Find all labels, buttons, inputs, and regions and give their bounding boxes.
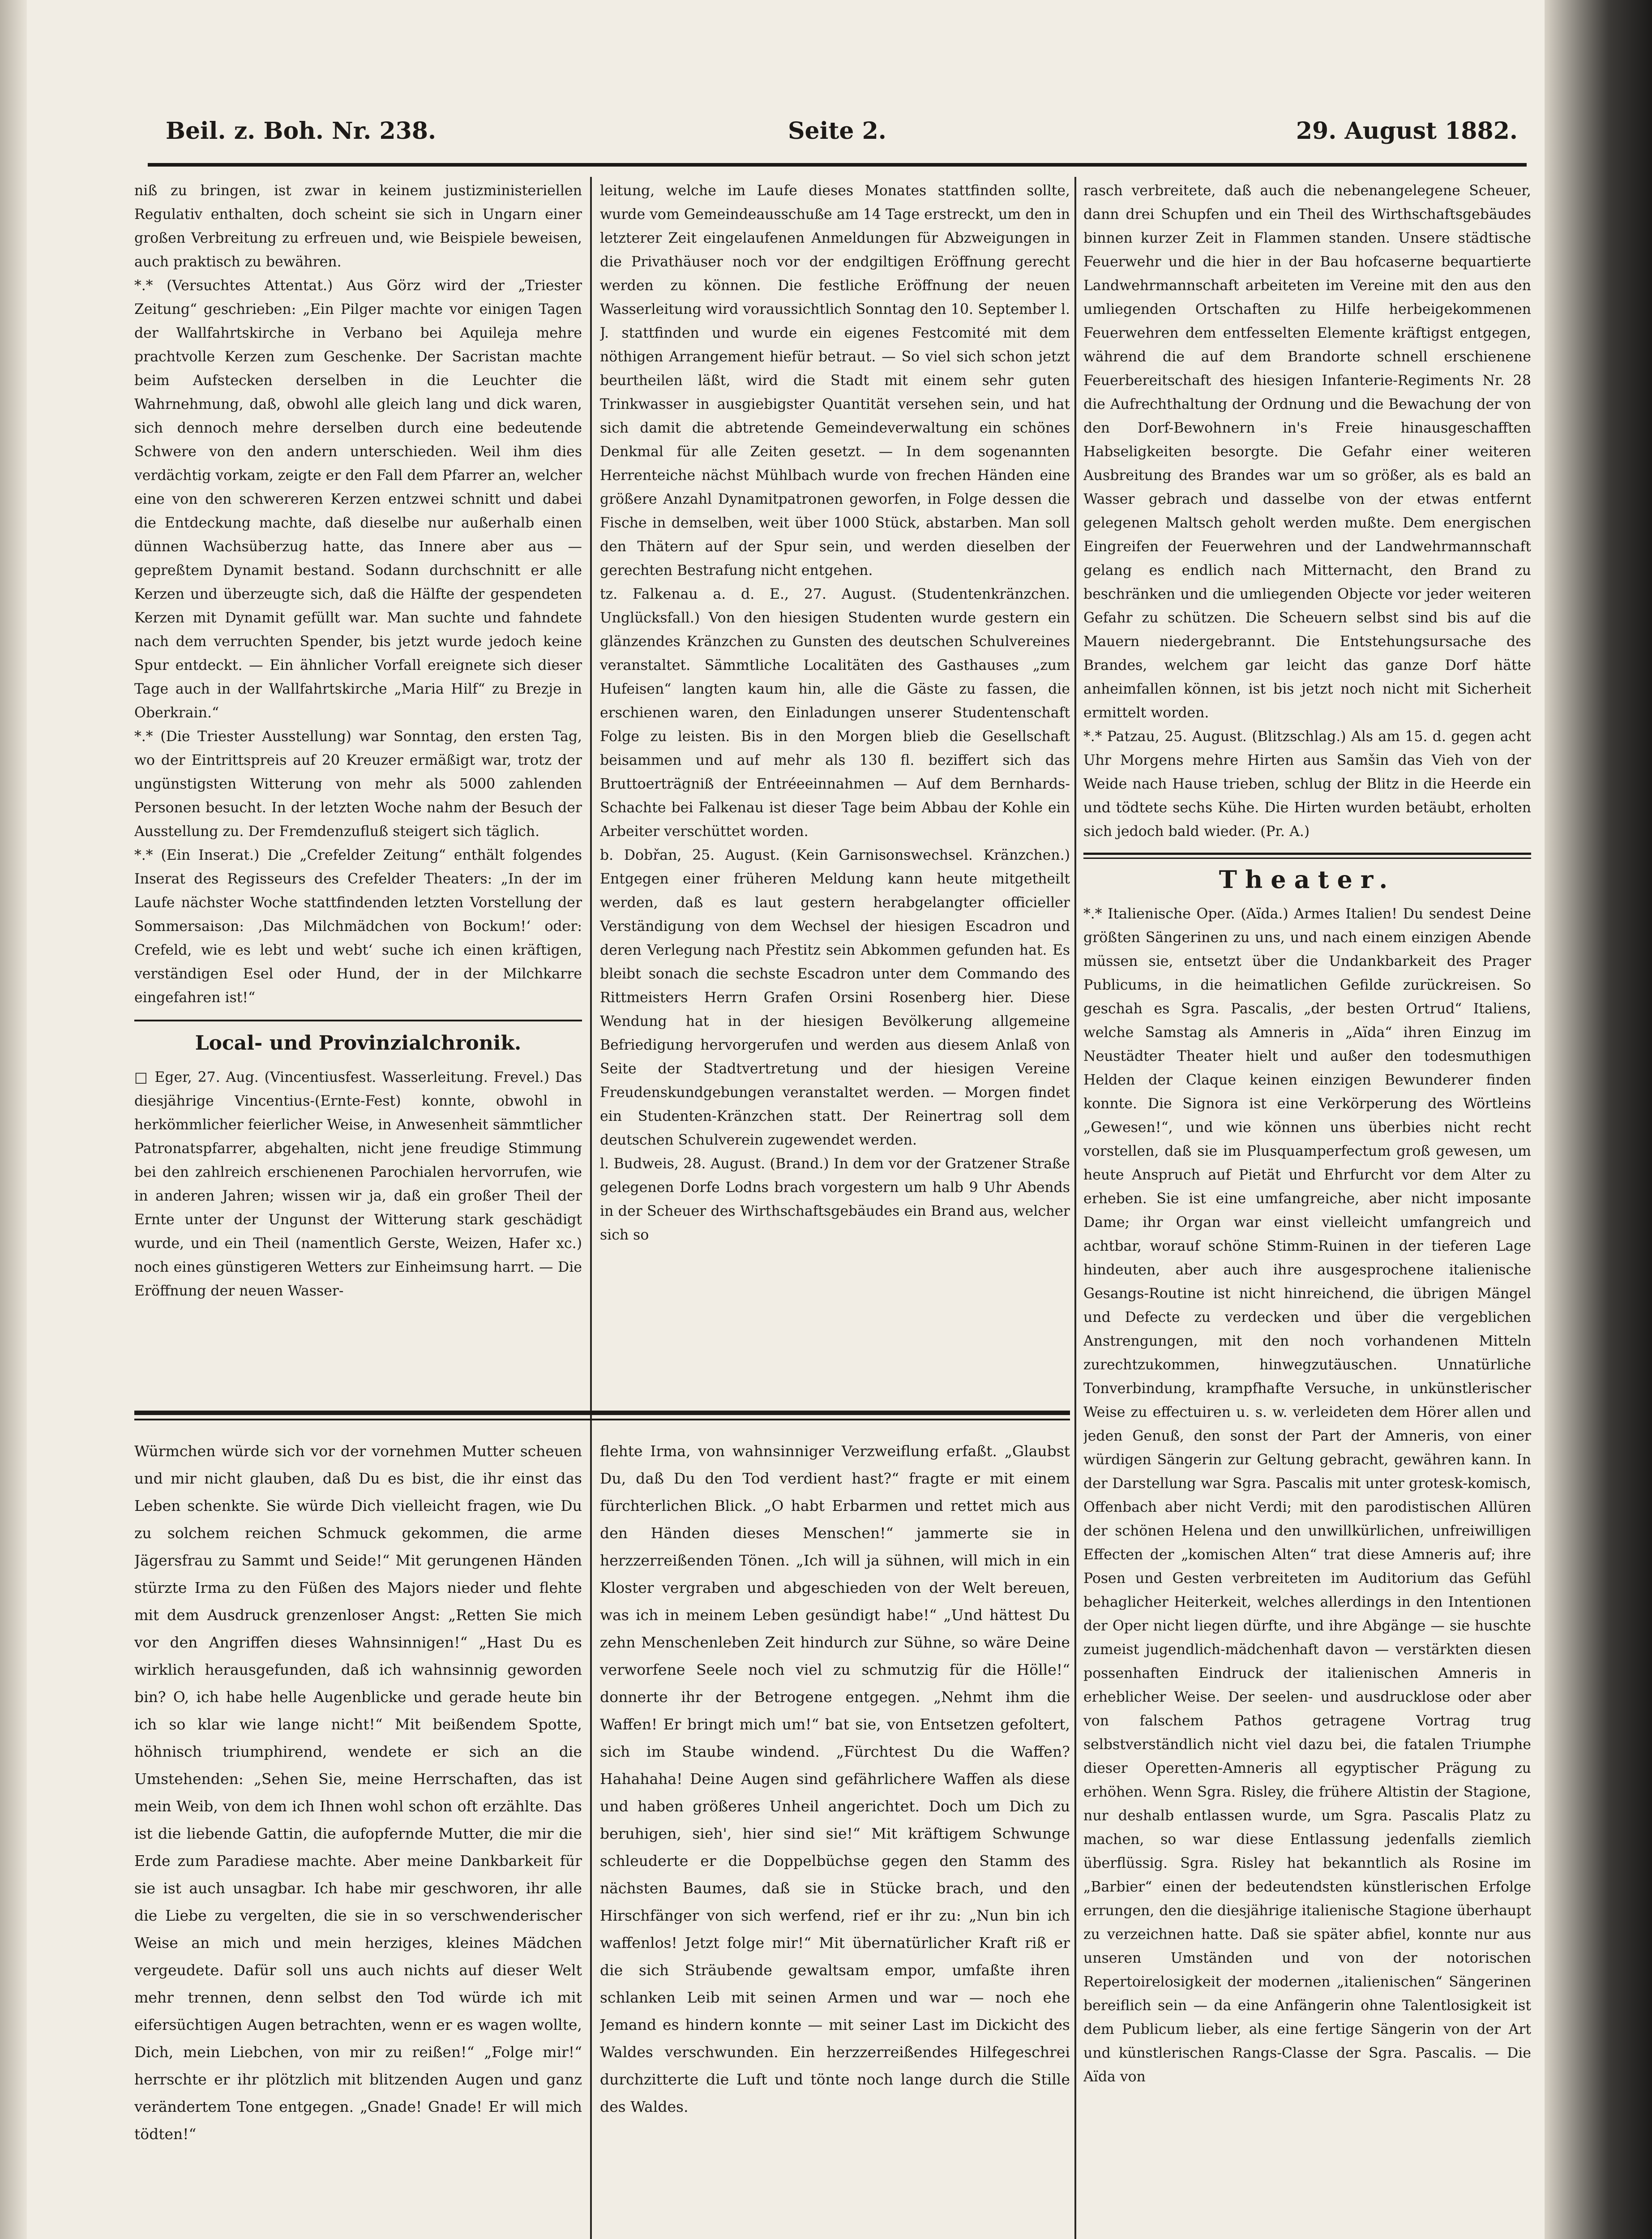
- header-rule: [148, 163, 1527, 167]
- column-2: [600, 179, 1070, 1406]
- column-rule-2: [1074, 177, 1076, 2239]
- scan-edge-right: [1545, 0, 1652, 2239]
- section-rule: [134, 1020, 582, 1021]
- feuilleton-text-right: flehte Irma, von wahnsinniger Verzweiflung erfaßt. „Glaubst Du, daß Du den Tod verdient hast?“ fragte er mit einem fürchterlichen Blick. „O habt Erbarmen und rettet mich aus den Händen dieses Menschen!“ jammerte sie in herzzerreißenden Tönen. „Ich will ja sühnen, will mich in ein Kloster vergraben und abgeschieden von der Welt bereuen, was ich in meinem Leben gesündigt habe!“ „Und hättest Du zehn Menschenleben Zeit hindurch zur Sühne, so wäre Deine verworfene Seele noch viel zu schmutzig für die Hölle!“ donnerte ihr der Betrogene entgegen. „Nehmt ihm die Waffen! Er bringt mich um!“ bat sie, von Entsetzen gefoltert, sich im Staube windend. „Fürchtest Du die Waffen? Hahahaha! Deine Augen sind gefährlichere Waffen als diese und haben größeres Unheil angerichtet. Doch um Dich zu beruhigen, sieh', hier sind sie!“ Mit kräftigem Schwunge schleuderte er die Doppelbüchse gegen den Stamm des nächsten Baumes, daß sie in Stücke brach, und den Hirschfänger von sich werfend, rief er ihr zu: „Nun bin ich waffenlos! Jetzt folge mir!“ Mit übernatürlicher Kraft riß er die sich Sträubende gewaltsam empor, umfaßte ihren schlanken Leib mit seinen Armen und war — noch ehe Jemand es hindern konnte — mit seiner Last im Dickicht des Waldes verschwunden. Ein herzzerreißendes Hilfegeschrei durchzitterte die Luft und tönte noch lange durch die Stille des Waldes.: [600, 1442, 1070, 2115]
- feuilleton-rule: [134, 1411, 1070, 1415]
- column-1: [134, 179, 582, 1384]
- feuilleton-column-left: [134, 1437, 582, 2239]
- section-rule-double: [1083, 853, 1531, 859]
- column-3: [1083, 179, 1531, 2239]
- feuilleton-rule-thin: [134, 1419, 1070, 1420]
- article-patzau: *.* Patzau, 25. August. (Blitzschlag.) Als am 15. d. gegen acht Uhr Morgens mehre Hirten aus Samšin das Vieh von der Weide nach Hause trieben, schlug der Blitz in die Heerde ein und tödtete sechs Kühe. Die Hirten wurden betäubt, erholten sich jedoch bald wieder. (Pr. A.): [1083, 729, 1531, 840]
- article-text: niß zu bringen, ist zwar in keinem justizministeriellen Regulativ enthalten, doch scheint sie sich in Ungarn einer großen Verbreitung zu erfreuen und, wie Beispiele beweisen, auch praktisch zu bewähren.: [134, 183, 582, 270]
- article-eger-continued: leitung, welche im Laufe dieses Monates stattfinden sollte, wurde vom Gemeindeausschuße am 14 Tage erstreckt, um den in letzterer Zeit eingelaufenen Anmeldungen für Abzweigungen in die Privathäuser noch vor der endgiltigen Eröffnung gerecht werden zu können. Die festliche Eröffnung der neuen Wasserleitung wird voraussichtlich Sonntag den 10. September l. J. stattfinden und wurde ein eigenes Festcomité mit dem nöthigen Arrangement hiefür betraut. — So viel sich schon jetzt beurtheilen läßt, wird die Stadt mit einem sehr guten Trinkwasser in ausgiebigster Quantität versehen sein, und hat sich damit die abtretende Gemeindeverwaltung ein schönes Denkmal für alle Zeiten gesetzt. — In dem sogenannten Herrenteiche nächst Mühlbach wurde von frechen Händen eine größere Anzahl Dynamitpatronen geworfen, in Folge dessen die Fische in demselben, weit über 1000 Stück, abstarben. Man soll den Thätern auf der Spur sein, und werden dieselben der gerechten Bestrafung nicht entgehen.: [600, 183, 1070, 579]
- article-italienische-oper: *.* Italienische Oper. (Aïda.) Armes Italien! Du sendest Deine größten Sängerinen zu uns, und nach einem einzigen Abende müssen sie, entsetzt über die Undankbarkeit des Prager Publicums, in die heimatlichen Gefilde zurückreisen. So geschah es Sgra. Pascalis, „der besten Ortrud“ Italiens, welche Samstag als Amneris in „Aïda“ ihren Einzug im Neustädter Theater hielt und außer den todesmuthigen Helden der Claque keinen einzigen Bewunderer finden konnte. Die Signora ist eine Verkörperung des Wörtleins „Gewesen!“, und wie können uns überbies nicht recht vorstellen, daß sie im Plusquamperfectum groß gewesen, um heute Anspruch auf Pietät und Ehrfurcht vor dem Alter zu erheben. Sie ist eine umfangreiche, aber nicht imposante Dame; ihr Organ war einst vielleicht umfangreich und achtbar, worauf schöne Stimm-Ruinen in der tieferen Lage hindeuten, aber auch ihre ausgesprochene italienische Gesangs-Routine ist nicht hinreichend, die übrigen Mängel und Defecte zu verdecken und über die vergeblichen Anstrengungen, mit den noch vorhandenen Mitteln zurechtzukommen, hinwegzutäuschen. Unnatürliche Tonverbindung, krampfhafte Versuche, in unkünstlerischer Weise zu effectuiren u. s. w. verleideten dem Hörer allen und jeden Genuß, den sonst der Part der Amneris, von einer würdigen Sängerin zur Geltung gebracht, gewähren kann. In der Darstellung war Sgra. Pascalis mit unter grotesk-komisch, Offenbach aber nicht Verdi; mit den parodistischen Allüren der schönen Helena und den unwillkürlichen, unfreiwilligen Effecten der „komischen Alten“ trat diese Amneris auf; ihre Posen und Gesten verbreiteten im Auditorium das Gefühl behaglicher Heiterkeit, welches allerdings in den Intentionen der Oper nicht liegen dürfte, und ihre Abgänge — sie huschte zumeist jugendlich-mädchenhaft davon — verstärkten diesen possenhaften Eindruck der italienischen Amneris in erheblicher Weise. Der seelen- und ausdrucklose oder aber von falschem Pathos getragene Vortrag trug selbstverständlich nicht viel dazu bei, die fatalen Triumphe dieser Operetten-Amneris all egyptischer Prägung zu erhöhen. Wenn Sgra. Risley, die frühere Altistin der Stagione, nur deshalb entlassen wurde, um Sgra. Pascalis Platz zu machen, so war diese Entlassung jedenfalls ziemlich überflüssig. Sgra. Risley hat bekanntlich als Rosine im „Barbier“ einen der bedeutendsten künstlerischen Erfolge errungen, den die diesjährige italienische Stagione überhaupt zu verzeichnen hatte. Daß sie später abfiel, konnte nur aus unseren Umständen und von der notorischen Repertoirelosigkeit der modernen „italienischen“ Sängerinen bereiflich sein — da eine Anfängerin ohne Talentlosigkeit ist dem Publicum lieber, als eine fertige Sängerin von der Art und künstlerischen Rangs-Classe der Sgra. Pascalis. — Die Aïda von: [1083, 906, 1531, 2085]
- article-ausstellung: *.* (Die Triester Ausstellung) war Sonntag, den ersten Tag, wo der Eintrittspreis auf 20 Kreuzer ermäßigt war, trotz der ungünstigsten Witterung von mehr als 5000 zahlenden Personen besucht. In der letzten Woche nahm der Besuch der Ausstellung zu. Der Fremdenzufluß steigert sich täglich.: [134, 729, 582, 840]
- page-header: [152, 117, 1522, 158]
- column-rule-1: [590, 177, 592, 2239]
- article-dobran: b. Dobřan, 25. August. (Kein Garnisonswechsel. Kränzchen.) Entgegen einer früheren Meldung kann heute mitgetheilt werden, daß es laut gestern herabgelangter officieller Verständigung von dem Wechsel der hiesigen Escadron und deren Verlegung nach Přestitz sein Abkommen gefunden hat. Es bleibt sonach die sechste Escadron unter dem Commando des Rittmeisters Herrn Grafen Orsini Rosenberg hier. Diese Wendung hat in der hiesigen Bevölkerung allgemeine Befriedigung hervorgerufen und werden aus diesem Anlaß von Seite der Stadtvertretung und der hiesigen Vereine Freudenskundgebungen veranstaltet werden. — Morgen findet ein Studenten-Kränzchen statt. Der Reinertrag soll dem deutschen Schulverein zugewendet werden.: [600, 847, 1070, 1148]
- article-budweis-continued: rasch verbreitete, daß auch die nebenangelegene Scheuer, dann drei Schupfen und ein Theil des Wirthschaftsgebäudes binnen kurzer Zeit in Flammen standen. Unsere städtische Feuerwehr und die hier in der Bau hofcaserne bequartierte Landwehrmannschaft arbeiteten im Vereine mit den aus den umliegenden Ortschaften zu Hilfe herbeigekommenen Feuerwehren dem entfesselten Elemente kräftigst entgegen, während die auf dem Brandorte schnell erschienene Feuerbereitschaft des hiesigen Infanterie-Regiments Nr. 28 die Aufrechthaltung der Ordnung und die Bewachung der von den Dorf-Bewohnern in's Freie hinausgeschafften Habseligkeiten besorgte. Die Gefahr einer weiteren Ausbreitung des Brandes war um so größer, als es bald an Wasser gebrach und dasselbe von der etwas entfernt gelegenen Maltsch geholt werden mußte. Dem energischen Eingreifen der Feuerwehren und der Landwehrmannschaft gelang es endlich nach Mitternacht, den Brand zu beschränken und die umliegenden Objecte vor jeder weiteren Gefahr zu schützen. Die Scheuern selbst sind bis auf die Mauern niedergebrannt. Die Entstehungsursache des Brandes, welchem gar leicht das ganze Dorf hätte anheimfallen können, ist bis jetzt noch nicht mit Sicherheit ermittelt worden.: [1083, 183, 1531, 721]
- header-page-number: Seite 2.: [788, 117, 886, 145]
- header-issue: Beil. z. Boh. Nr. 238.: [166, 117, 437, 145]
- article-attentat: *.* (Versuchtes Attentat.) Aus Görz wird der „Triester Zeitung“ geschrieben: „Ein Pilger machte vor einigen Tagen der Wallfahrtskirche in Verbano bei Aquileja mehre prachtvolle Kerzen zum Geschenke. Der Sacristan machte beim Aufstecken derselben in die Leuchter die Wahrnehmung, daß, obwohl alle gleich lang und dick waren, sich dennoch mehre derselben durch eine bedeutende Schwere von den andern unterschieden. Weil ihm dies verdächtig vorkam, zeigte er den Fall dem Pfarrer an, welcher eine von den schwereren Kerzen entzwei schnitt und dabei die Entdeckung machte, daß dieselbe nur außerhalb einen dünnen Wachsüberzug hatte, das Innere aber aus — gepreßtem Dynamit bestand. Sodann durchschnitt er alle Kerzen und überzeugte sich, daß die Hälfte der gespendeten Kerzen mit Dynamit gefüllt war. Man suchte und fahndete nach dem verruchten Spender, bis jetzt wurde jedoch keine Spur entdeckt. — Ein ähnlicher Vorfall ereignete sich dieser Tage auch in der Wallfahrtskirche „Maria Hilf“ zu Brezje in Oberkrain.“: [134, 278, 582, 721]
- section-heading-theater: Theater.: [1219, 865, 1396, 894]
- article-falkenau: tz. Falkenau a. d. E., 27. August. (Studentenkränzchen. Unglücksfall.) Von den hiesigen Studenten wurde gestern ein glänzendes Kränzchen zu Gunsten des deutschen Schulvereines veranstaltet. Sämmtliche Localitäten des Gasthauses „zum Hufeisen“ langten kaum hin, alle die Gäste zu fassen, die erschienen waren, den Einladungen unserer Studentenschaft Folge zu leisten. Bis in den Morgen blieb die Gesellschaft beisammen und auf mehr als 130 fl. beziffert sich das Bruttoerträgniß der Entréeeinnahmen — Auf dem Bernhards-Schachte bei Falkenau ist dieser Tage beim Abbau der Kohle ein Arbeiter verschüttet worden.: [600, 586, 1070, 840]
- feuilleton-column-right: [600, 1437, 1070, 2239]
- article-inserat: *.* (Ein Inserat.) Die „Crefelder Zeitung“ enthält folgendes Inserat des Regisseurs des Crefelder Theaters: „In der im Laufe nächster Woche stattfindenden letzten Vorstellung der Sommersaison: ‚Das Milchmädchen von Bockum!‘ oder: Crefeld, wie es lebt und webt‘ suche ich einen kräftigen, verständigen Esel oder Hund, der in der Milchkarre eingefahren ist!“: [134, 847, 582, 1006]
- scan-edge-left: [0, 0, 27, 2239]
- section-heading-local: Local- und Provinzialchronik.: [195, 1032, 522, 1055]
- header-date: 29. August 1882.: [1296, 117, 1518, 145]
- article-budweis: l. Budweis, 28. August. (Brand.) In dem vor der Gratzener Straße gelegenen Dorfe Lodns brach vorgestern um halb 9 Uhr Abends in der Scheuer des Wirthschaftsgebäudes ein Brand aus, welcher sich so: [600, 1156, 1070, 1243]
- article-eger: □ Eger, 27. Aug. (Vincentiusfest. Wasserleitung. Frevel.) Das diesjährige Vincentius-(Ernte-Fest) konnte, obwohl in herkömmlicher feierlicher Weise, in Anwesenheit sämmtlicher Patronatspfarrer, abgehalten, nicht jene freudige Stimmung bei den zahlreich erschienenen Parochialen hervorrufen, wie in anderen Jahren; wissen wir ja, daß ein großer Theil der Ernte unter der Ungunst der Witterung stark geschädigt wurde, und ein Theil (namentlich Gerste, Weizen, Hafer xc.) noch eines günstigeren Wetters zur Einheimsung harrt. — Die Eröffnung der neuen Wasser-: [134, 1069, 582, 1299]
- feuilleton-text-left: Würmchen würde sich vor der vornehmen Mutter scheuen und mir nicht glauben, daß Du es bist, die ihr einst das Leben schenkte. Sie würde Dich vielleicht fragen, wie Du zu solchem reichen Schmuck gekommen, die arme Jägersfrau zu Sammt und Seide!“ Mit gerungenen Händen stürzte Irma zu den Füßen des Majors nieder und flehte mit dem Ausdruck grenzenloser Angst: „Retten Sie mich vor den Angriffen dieses Wahnsinnigen!“ „Hast Du es wirklich herausgefunden, daß ich wahnsinnig geworden bin? O, ich habe helle Augenblicke und gerade heute bin ich so klar wie lange nicht!“ Mit beißendem Spotte, höhnisch triumphirend, wendete er sich an die Umstehenden: „Sehen Sie, meine Herrschaften, das ist mein Weib, von dem ich Ihnen wohl schon oft erzählte. Das ist die liebende Gattin, die aufopfernde Mutter, die mir die Erde zum Paradiese machte. Aber meine Dankbarkeit für sie ist auch unsagbar. Ich habe mir geschworen, ihr alle die Liebe zu vergelten, die sie in so verschwenderischer Weise an mich und mein herziges, kleines Mädchen vergeudete. Dafür soll uns auch nichts auf dieser Welt mehr trennen, denn selbst den Tod würde ich mit eifersüchtigen Augen betrachten, wenn er es wagen wollte, Dich, mein Liebchen, von mir zu reißen!“ „Folge mir!“ herrschte er ihr plötzlich mit blitzenden Augen und ganz verändertem Tone entgegen. „Gnade! Gnade! Er will mich tödten!“: [134, 1442, 582, 2143]
